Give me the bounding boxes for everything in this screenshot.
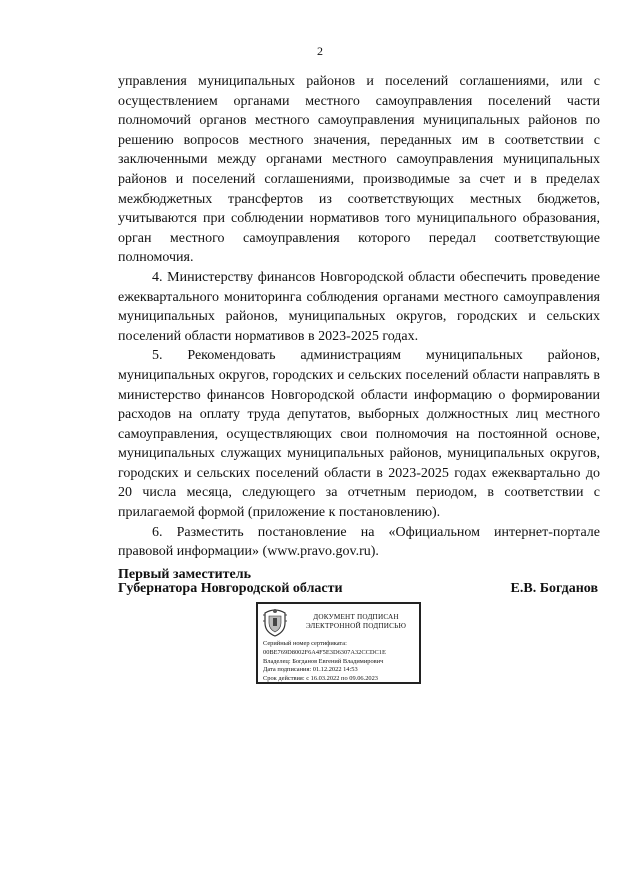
document-body [118, 72, 600, 562]
certificate-label: Серийный номер сертификата: [263, 640, 347, 647]
paragraph-5: 5. Рекомендовать администрациям муниципальных районов, муниципальных округов, городских и сельских поселений области направлять в министерство финансов Новгородской области информацию о формировании расходов на оплату труда депутатов, выборных должностных лиц местного самоуправления, осуществляющих свои полномочия на постоянной основе, муниципальных служащих муниципальных районов, муниципальных округов, городских и сельских поселений области в 2023-2025 годах ежеквартально до 20 числа месяца, следующего за отчетным периодом, в соответствии с прилагаемой формой (приложение к постановлению). [118, 348, 600, 521]
certificate-owner: Владелец: Богданов Евгений Владимирович [263, 657, 384, 665]
certificate-number: 00BE769D8002F6A4F5E3D6307A32CCDC1E [263, 648, 386, 656]
paragraph-continuation: управления муниципальных районов и поселений соглашениями, или с осуществлением органами местного самоуправления поселений части полномочий органов местного самоуправления муниципальных районов по решению вопросов местного значения, переданных им в соответствии с заключенными между органами местного самоуправления муниципальных районов и поселений соглашениями, производимые за счет и в пределах межбюджетных трансфертов из соответствующих местных бюджетов, учитываются при соблюдении нормативов того муниципального образования, орган местного самоуправления которого передал соответствующие полномочия. [118, 74, 600, 266]
signatory-name: Е.В. Богданов [510, 581, 598, 596]
coat-of-arms-icon [261, 607, 289, 637]
certificate-validity: Срок действия: с 16.03.2022 по 09.06.2023 [263, 675, 379, 683]
paragraph-6: 6. Разместить постановление на «Официальном интернет-портале правовой информации» (www.pravo.gov.ru). [118, 524, 600, 560]
stamp-title [296, 613, 416, 631]
paragraph-4: 4. Министерству финансов Новгородской области обеспечить проведение ежеквартального мониторинга соблюдения органами местного самоуправления муниципальных районов, муниципальных округов, городских и сельских поселений области нормативов в 2023-2025 годах. [118, 269, 600, 344]
stamp-title-line2: ЭЛЕКТРОННОЙ ПОДПИСЬЮ [305, 622, 407, 630]
signing-date: Дата подписания: 01.12.2022 14:53 [263, 666, 358, 674]
stamp-details [263, 640, 419, 684]
signatory-position [118, 568, 343, 596]
electronic-signature-stamp [256, 602, 421, 684]
signatory-position-line2: Губернатора Новгородской области [118, 581, 343, 596]
signatory-position-line1: Первый заместитель [118, 567, 251, 582]
page-number: 2 [317, 44, 323, 58]
stamp-title-line1: ДОКУМЕНТ ПОДПИСАН [313, 613, 399, 621]
